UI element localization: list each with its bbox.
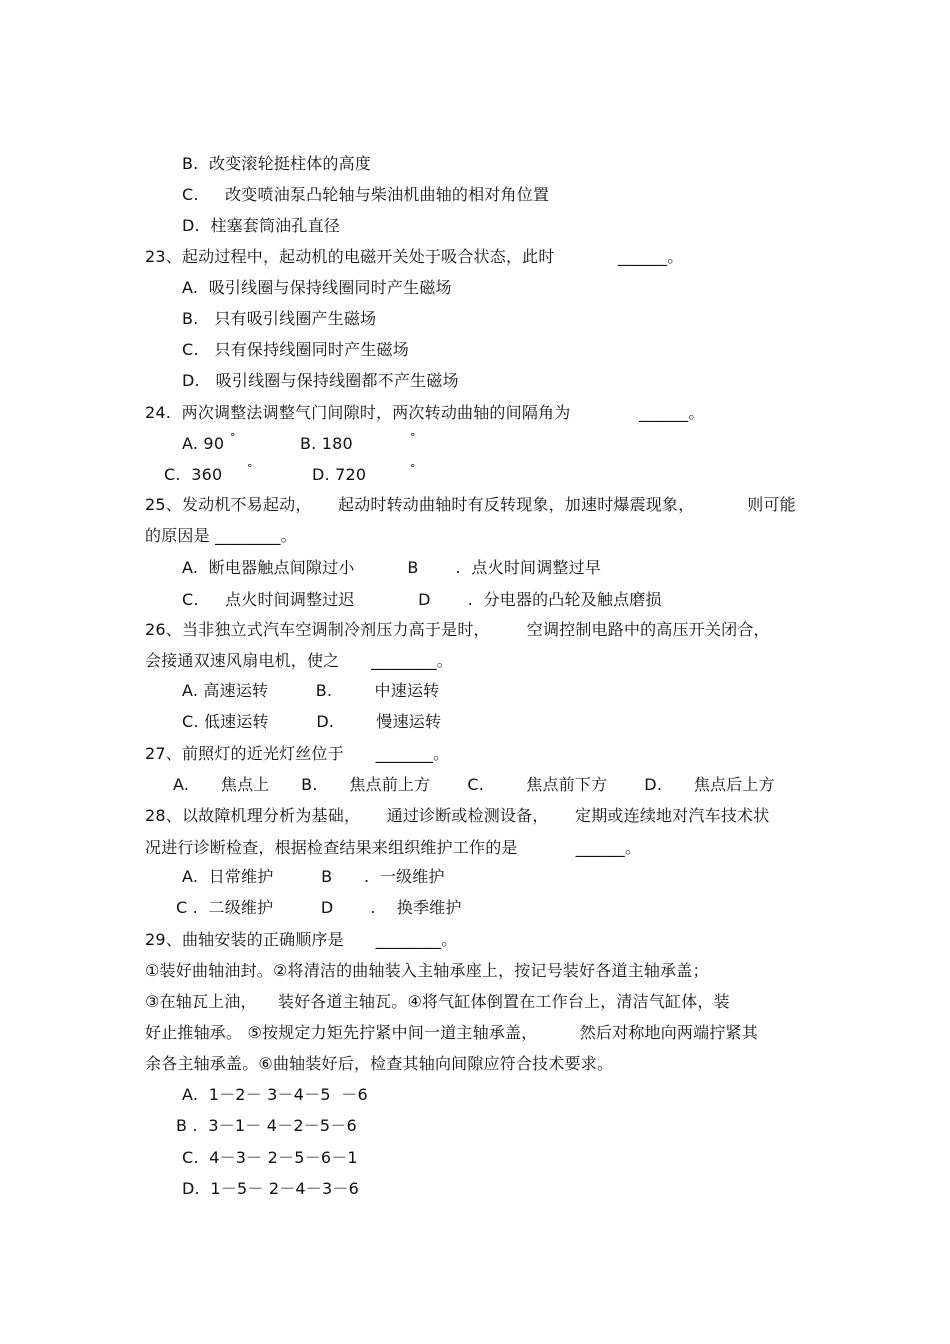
q29-steps-line3: 好止推轴承。 ⑤按规定力矩先拧紧中间一道主轴承盖， 然后对称地向两端拧紧其 bbox=[145, 1023, 758, 1042]
q25-stem-line2: 的原因是 ________。 bbox=[145, 526, 297, 545]
q24-option-a-degree: ° bbox=[230, 431, 236, 444]
q27-stem: 27、前照灯的近光灯丝位于 _______。 bbox=[145, 744, 450, 763]
q26-stem-line1: 26、当非独立式汽车空调制冷剂压力高于是时， 空调控制电路中的高压开关闭合， bbox=[145, 620, 770, 639]
q29-option-a: A. 1－2－ 3－4－5 －6 bbox=[182, 1085, 368, 1104]
q22-option-b: B. 改变滚轮挺柱体的高度 bbox=[182, 154, 372, 173]
q26-stem-line2: 会接通双速风扇电机，使之 ________。 bbox=[145, 651, 453, 670]
q22-option-d: D. 柱塞套筒油孔直径 bbox=[182, 216, 340, 235]
q29-steps-line4: 余各主轴承盖。⑥曲轴装好后，检查其轴向间隙应符合技术要求。 bbox=[145, 1054, 614, 1073]
q28-options-cd: C . 二级维护 D . 换季维护 bbox=[176, 898, 462, 917]
q24-stem: 24. 两次调整法调整气门间隙时，两次转动曲轴的间隔角为 ______。 bbox=[145, 403, 705, 422]
q23-stem: 23、起动过程中，起动机的电磁开关处于吸合状态，此时 ______。 bbox=[145, 247, 684, 266]
q29-option-b: B . 3－1－ 4－2－5－6 bbox=[176, 1116, 357, 1135]
q27-options: A. 焦点上 B. 焦点前上方 C. 焦点前下方 D. 焦点后上方 bbox=[173, 775, 775, 794]
q24-option-d-degree: ° bbox=[410, 462, 416, 475]
q25-options-ab: A. 断电器触点间隙过小 B . 点火时间调整过早 bbox=[182, 558, 602, 577]
q24-option-d: D. 720 bbox=[312, 465, 367, 484]
q29-option-c: C. 4－3－ 2－5－6－1 bbox=[182, 1148, 358, 1167]
q25-stem-line1: 25、发动机不易起动， 起动时转动曲轴时有反转现象，加速时爆震现象， 则可能 bbox=[145, 495, 796, 514]
q23-option-d: D. 吸引线圈与保持线圈都不产生磁场 bbox=[182, 371, 459, 390]
q23-option-b: B. 只有吸引线圈产生磁场 bbox=[182, 309, 377, 328]
q26-options-cd: C. 低速运转 D. 慢速运转 bbox=[182, 712, 442, 731]
q25-options-cd: C. 点火时间调整过迟 D . 分电器的凸轮及触点磨损 bbox=[182, 590, 662, 609]
q22-option-c: C. 改变喷油泵凸轮轴与柴油机曲轴的相对角位置 bbox=[182, 185, 550, 204]
q24-option-c: C. 360 bbox=[164, 465, 223, 484]
q26-options-ab: A. 高速运转 B. 中速运转 bbox=[182, 681, 440, 700]
q23-option-a: A. 吸引线圈与保持线圈同时产生磁场 bbox=[182, 278, 452, 297]
q28-options-ab: A. 日常维护 B . 一级维护 bbox=[182, 867, 445, 886]
q24-option-a: A. 90 bbox=[182, 434, 225, 453]
q24-option-b: B. 180 bbox=[300, 434, 353, 453]
q24-option-c-degree: ° bbox=[247, 462, 253, 475]
q28-stem-line1: 28、以故障机理分析为基础， 通过诊断或检测设备， 定期或连续地对汽车技术状 bbox=[145, 806, 770, 825]
q28-stem-line2: 况进行诊断检查，根据检查结果来组织维护工作的是 ______。 bbox=[145, 838, 642, 857]
q29-stem: 29、曲轴安装的正确顺序是 ________。 bbox=[145, 930, 458, 949]
q29-steps-line1: ①装好曲轴油封。②将清洁的曲轴装入主轴承座上，按记号装好各道主轴承盖； bbox=[145, 961, 709, 980]
q29-option-d: D. 1－5－ 2－4－3－6 bbox=[182, 1179, 359, 1198]
q29-steps-line2: ③在轴瓦上油， 装好各道主轴瓦。④将气缸体倒置在工作台上，清洁气缸体，装 bbox=[145, 992, 730, 1011]
q24-option-b-degree: ° bbox=[410, 431, 416, 444]
q23-option-c: C. 只有保持线圈同时产生磁场 bbox=[182, 340, 409, 359]
